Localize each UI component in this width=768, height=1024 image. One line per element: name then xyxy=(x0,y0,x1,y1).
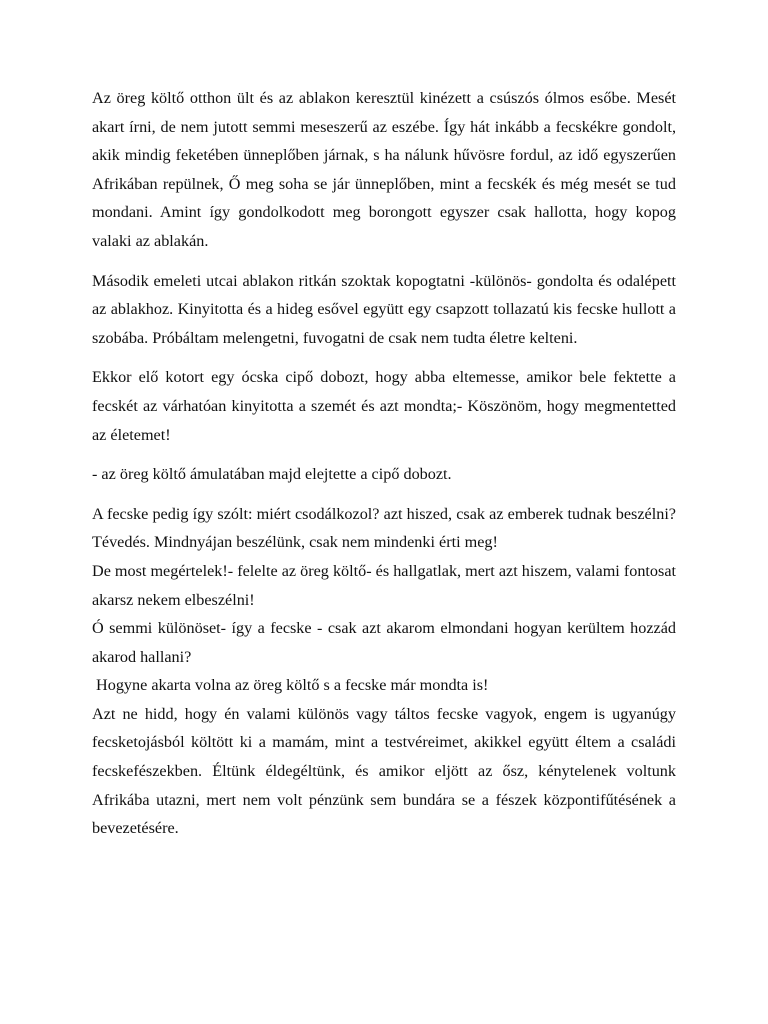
paragraph-8: Hogyne akarta volna az öreg költő s a fecske már mondta is! xyxy=(92,676,489,695)
paragraph-2: Második emeleti utcai ablakon ritkán szoktak kopogtatni -különös- gondolta és odalépett az ablakhoz. Kinyitotta és a hideg esővel együtt egy csapzott tollazatú kis fecske hullott a szobába. Próbáltam melengetni, fuvogatni de csak nem tudta életre kelteni. xyxy=(92,271,676,347)
paragraph-7: Ó semmi különöset- így a fecske - csak azt akarom elmondani hogyan kerültem hozzád akarod hallani? xyxy=(92,619,676,666)
paragraph-3: Ekkor elő kotort egy ócska cipő dobozt, hogy abba eltemesse, amikor bele fektette a fecskét az várhatóan kinyitotta a szemét és azt mondta;- Köszönöm, hogy megmentetted az életemet! xyxy=(92,368,676,444)
paragraph-4: - az öreg költő ámulatában majd elejtette a cipő dobozt. xyxy=(92,465,452,484)
paragraph-6: De most megértelek!- felelte az öreg költő- és hallgatlak, mert azt hiszem, valami fontosat akarsz nekem elbeszélni! xyxy=(92,561,676,609)
paragraph-1: Az öreg költő otthon ült és az ablakon keresztül kinézett a csúszós ólmos esőbe. Mesét akart írni, de nem jutott semmi meseszerű az eszébe. Így hát inkább a fecskékre gondolt, akik mindig feketében ünneplőben járnak, s ha nálunk hűvösre fordul, az idő egyszerűen Afrikában repülnek, Ő meg soha se jár ünneplőben, mint a fecskék és még mesét se tud mondani. Amint így gondolkodott meg borongott egyszer csak hallotta, hogy kopog valaki az ablakán. xyxy=(92,89,676,250)
paragraph-5: A fecske pedig így szólt: miért csodálkozol? azt hiszed, csak az emberek tudnak beszélni? Tévedés. Mindnyájan beszélünk, csak nem mindenki érti meg! xyxy=(92,504,676,552)
document-body xyxy=(92,84,676,843)
paragraph-9: Azt ne hidd, hogy én valami különös vagy táltos fecske vagyok, engem is ugyanúgy fecsketojásból költött ki a mamám, mint a testvéreimet, akikkel együtt éltem a családi fecskefészekben. Éltünk éldegéltünk, és amikor eljött az ősz, kénytelenek voltunk Afrikába utazni, mert nem volt pénzünk sem bundára se a fészek központifűtésének a bevezetésére. xyxy=(92,704,676,838)
